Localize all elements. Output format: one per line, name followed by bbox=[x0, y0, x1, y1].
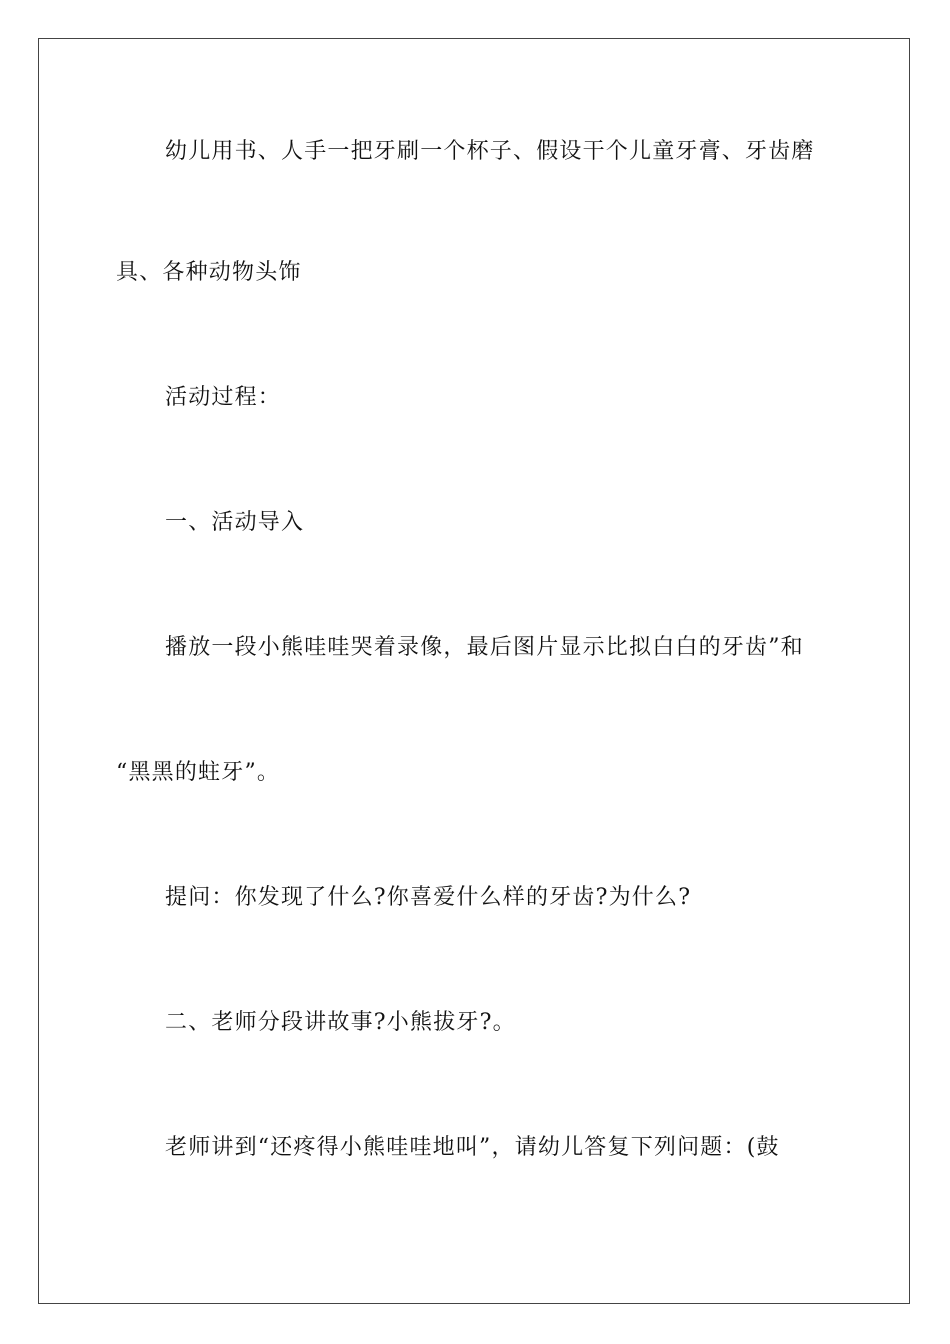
materials-line-1: 幼儿用书、人手一把牙刷一个杯子、假设干个儿童牙膏、牙齿磨 bbox=[165, 139, 815, 164]
section-heading-process: 活动过程： bbox=[165, 385, 282, 410]
step-two-heading: 二、老师分段讲故事?小熊拔牙?。 bbox=[165, 1010, 516, 1035]
materials-line-2: 具、各种动物头饰 bbox=[116, 260, 302, 285]
step-one-heading: 一、活动导入 bbox=[165, 510, 305, 535]
video-description-line-2: “黑黑的蛀牙”。 bbox=[116, 760, 281, 785]
story-prompt-line: 老师讲到“还疼得小熊哇哇地叫”，请幼儿答复下列问题：(鼓 bbox=[165, 1135, 780, 1160]
question-line: 提问：你发现了什么?你喜爱什么样的牙齿?为什么? bbox=[165, 885, 692, 910]
page-frame bbox=[38, 38, 910, 1304]
video-description-line-1: 播放一段小熊哇哇哭着录像，最后图片显示比拟白白的牙齿”和 bbox=[165, 635, 804, 660]
